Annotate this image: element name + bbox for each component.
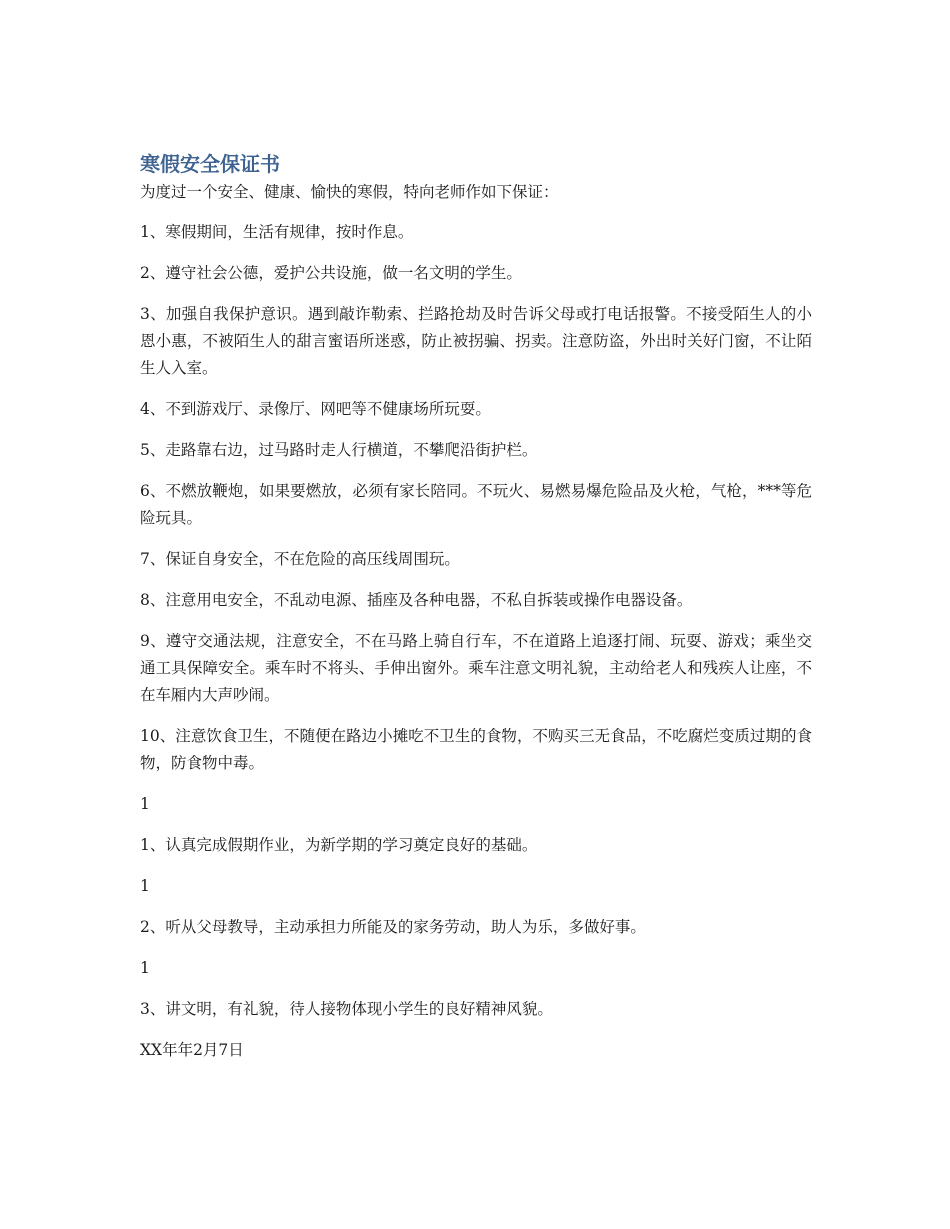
paragraph-8: 8、注意用电安全，不乱动电源、插座及各种电器，不私自拆装或操作电器设备。 (140, 591, 693, 609)
extra-item-1: 1、认真完成假期作业，为新学期的学习奠定良好的基础。 (140, 836, 538, 854)
paragraph-6: 6、不燃放鞭炮，如果要燃放，必须有家长陪同。不玩火、易燃易爆危险品及火枪，气枪，***等危险玩具。 (140, 482, 812, 527)
paragraph-3: 3、加强自我保护意识。遇到敲诈勒索、拦路抢劫及时告诉父母或打电话报警。不接受陌生人的小恩小惠，不被陌生人的甜言蜜语所迷惑，防止被拐骗、拐卖。注意防盗，外出时关好门窗，不让陌生人入室。 (140, 305, 812, 377)
document-page (140, 150, 812, 1078)
document-title: 寒假安全保证书 (140, 152, 280, 176)
paragraph-5: 5、走路靠右边，过马路时走人行横道，不攀爬沿街护栏。 (140, 441, 538, 459)
extra-item-3: 3、讲文明，有礼貌，待人接物体现小学生的良好精神风貌。 (140, 1000, 553, 1018)
paragraph-2: 2、遵守社会公德，爱护公共设施，做一名文明的学生。 (140, 264, 522, 282)
paragraph-9: 9、遵守交通法规，注意安全，不在马路上骑自行车，不在道路上追逐打闹、玩耍、游戏；乘坐交通工具保障安全。乘车时不将头、手伸出窗外。乘车注意文明礼貌，主动给老人和残疾人让座，不在车厢内大声吵闹。 (140, 632, 812, 704)
paragraph-1: 1、寒假期间，生活有规律，按时作息。 (140, 223, 414, 241)
section-number: 1 (140, 959, 150, 977)
section-number: 1 (140, 795, 150, 813)
paragraph-7: 7、保证自身安全，不在危险的高压线周围玩。 (140, 550, 460, 568)
paragraph-4: 4、不到游戏厅、录像厅、网吧等不健康场所玩耍。 (140, 400, 491, 418)
paragraph-10: 10、注意饮食卫生，不随便在路边小摊吃不卫生的食物，不购买三无食品，不吃腐烂变质过期的食物，防食物中毒。 (140, 727, 812, 772)
section-number: 1 (140, 877, 150, 895)
extra-item-2: 2、听从父母教导，主动承担力所能及的家务劳动，助人为乐，多做好事。 (140, 918, 646, 936)
signature-date: XX年年2月7日 (140, 1041, 244, 1059)
intro-paragraph: 为度过一个安全、健康、愉快的寒假，特向老师作如下保证： (140, 183, 559, 201)
